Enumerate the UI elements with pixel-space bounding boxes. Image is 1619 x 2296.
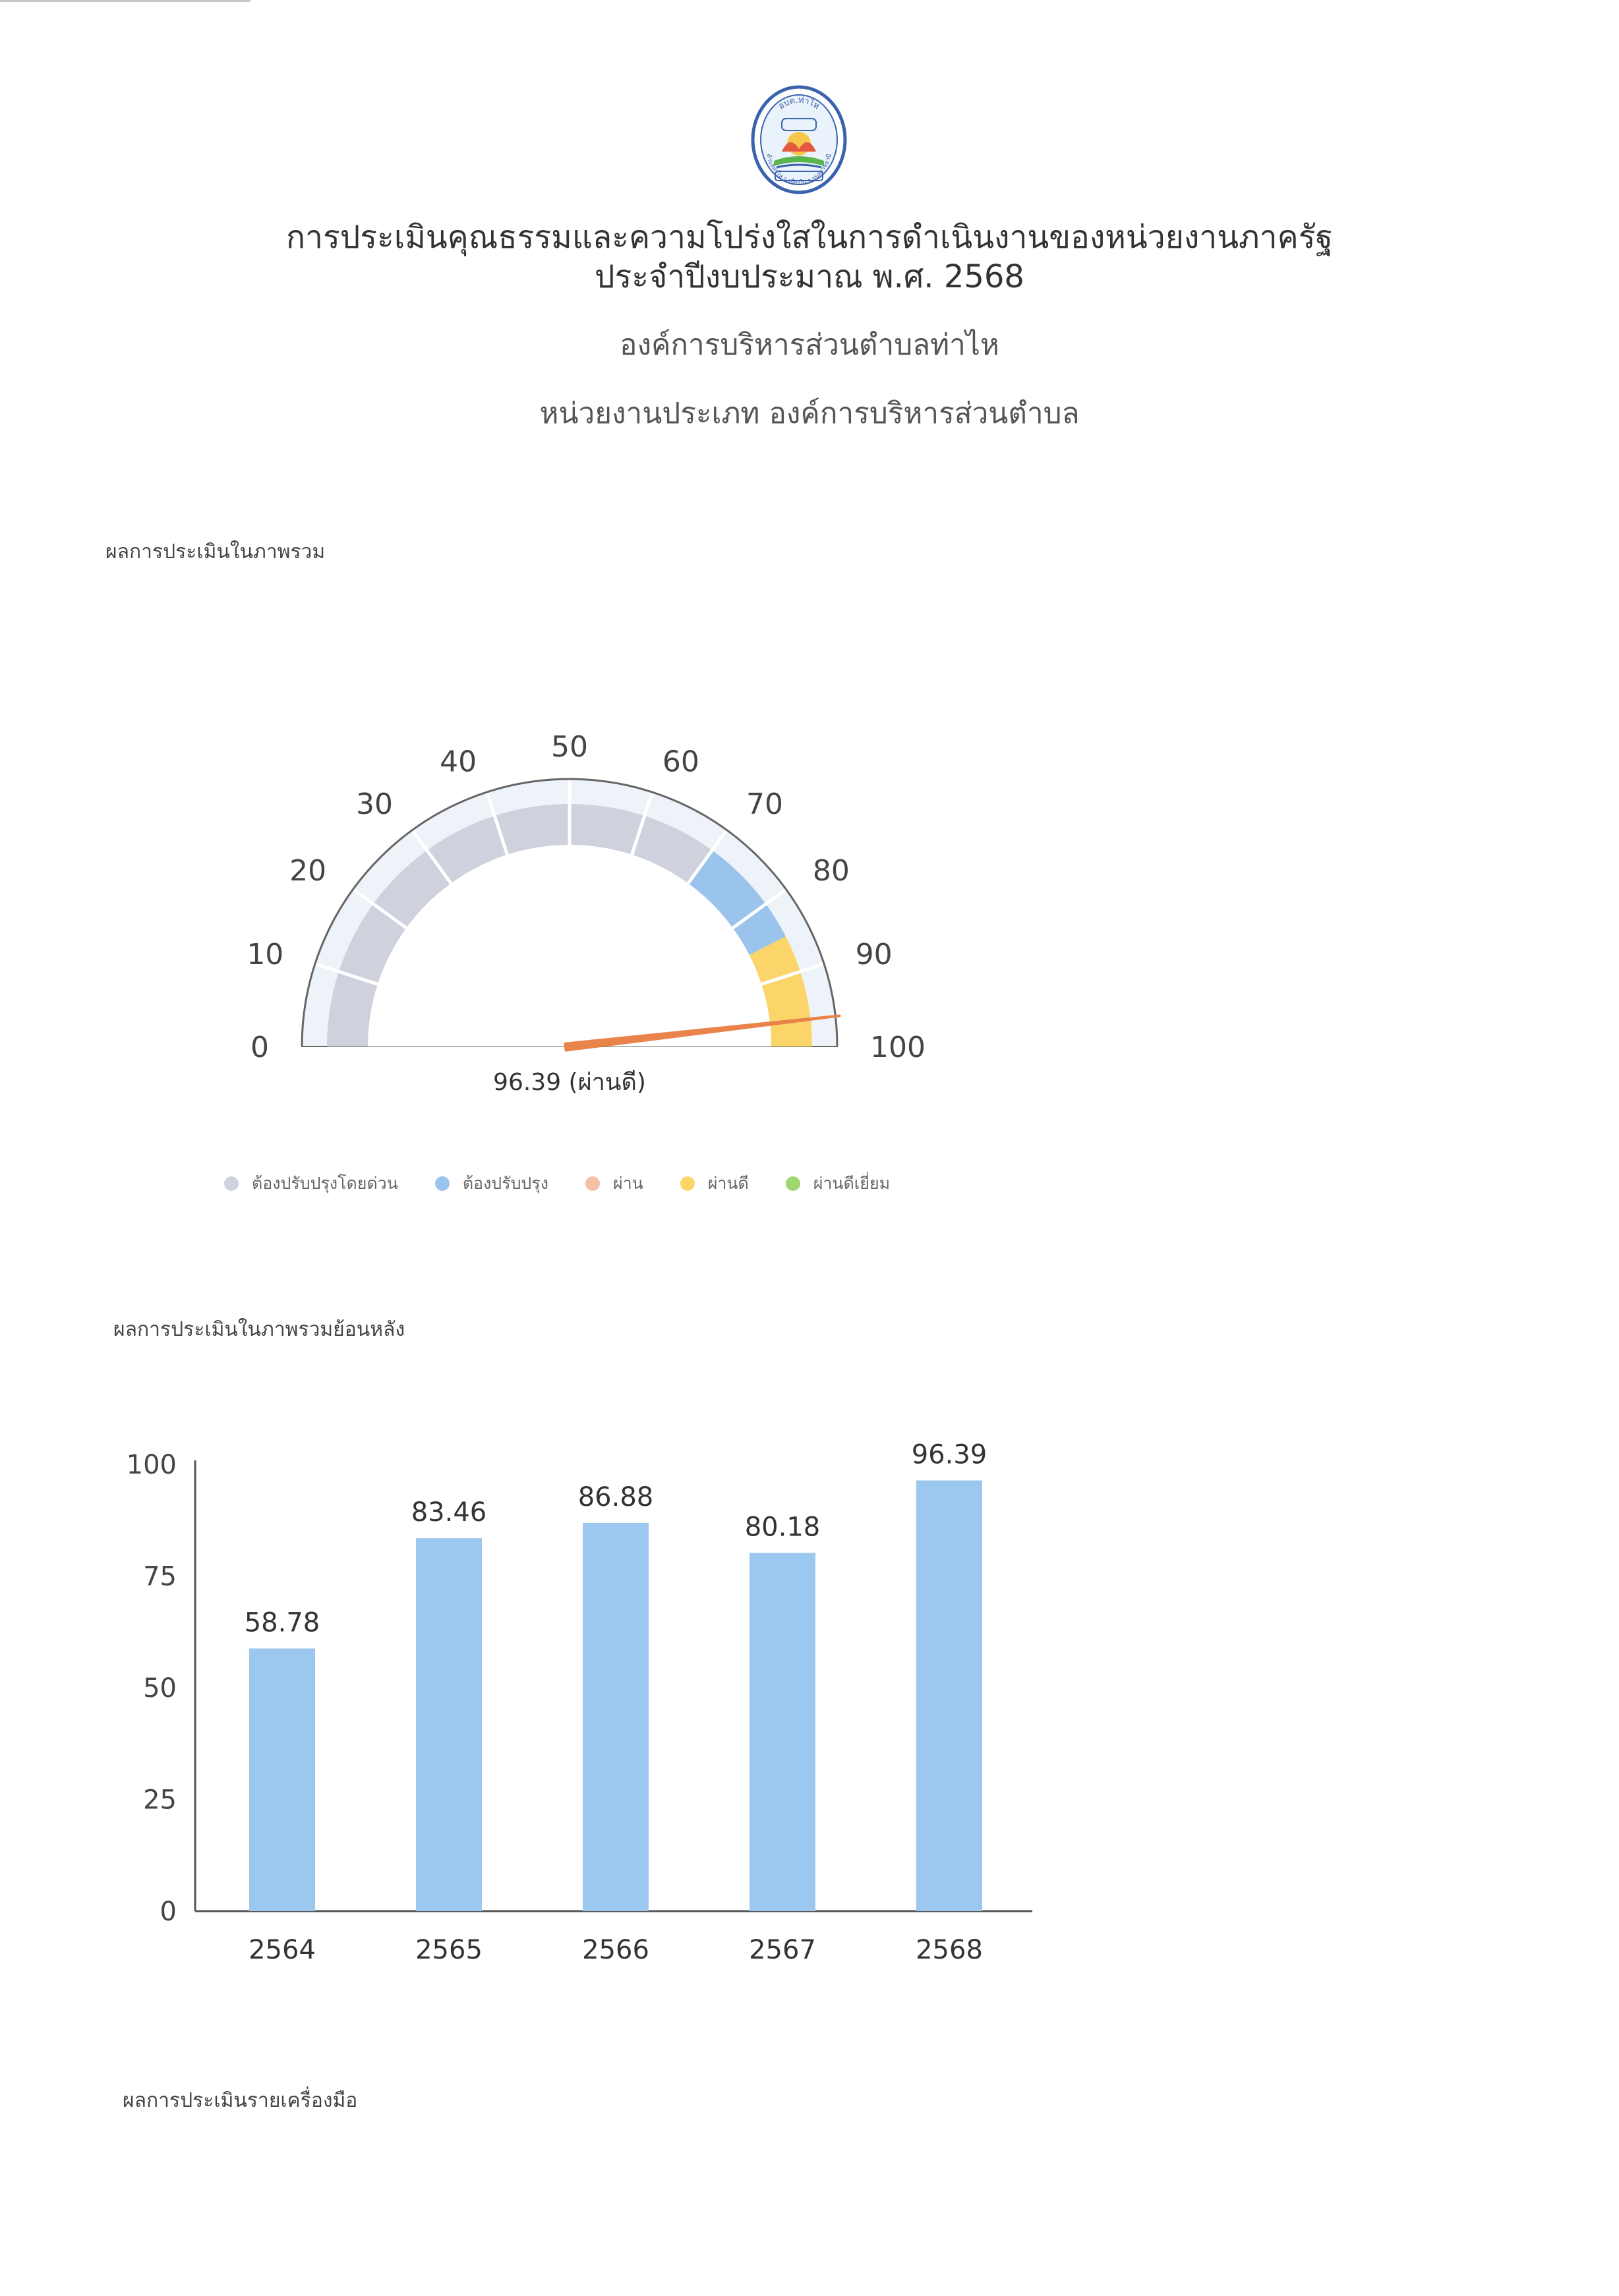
gauge-tick-label: 10 xyxy=(247,938,284,972)
legend-dot xyxy=(680,1176,695,1191)
section-overall-label: ผลการประเมินในภาพรวม xyxy=(105,540,326,563)
bar-data-label: 58.78 xyxy=(244,1607,320,1638)
legend-item-1 xyxy=(435,1170,548,1197)
y-tick-label: 75 xyxy=(143,1561,177,1592)
history-bar-chart xyxy=(0,1417,1619,1984)
legend-dot xyxy=(435,1176,450,1191)
gauge-tick-label: 80 xyxy=(812,853,850,888)
gauge-tick-label: 50 xyxy=(551,730,588,764)
y-tick-label: 0 xyxy=(160,1897,177,1927)
x-category-label: 2567 xyxy=(749,1935,816,1965)
bar-data-label: 96.39 xyxy=(911,1439,987,1470)
gauge-tick-label: 60 xyxy=(662,745,699,779)
legend-item-3 xyxy=(680,1170,749,1197)
y-tick-label: 25 xyxy=(143,1785,177,1816)
bar-2566 xyxy=(583,1523,649,1911)
x-category-label: 2564 xyxy=(249,1935,316,1965)
bar-data-label: 83.46 xyxy=(411,1497,487,1528)
bar-2565 xyxy=(416,1538,482,1911)
report-title-line1: การประเมินคุณธรรมและความโปร่งใสในการดำเนินงานของหน่วยงานภาครัฐ xyxy=(285,219,1333,256)
legend-item-4 xyxy=(786,1170,890,1197)
y-tick-label: 50 xyxy=(143,1673,177,1704)
x-category-label: 2565 xyxy=(415,1935,483,1965)
gauge-tick-label: 30 xyxy=(355,788,393,822)
gauge-tick-label: 20 xyxy=(289,853,327,888)
bar-data-label: 86.88 xyxy=(577,1481,654,1512)
gauge-legend xyxy=(224,1170,927,1197)
gauge-value-label: 96.39 (ผ่านดี) xyxy=(493,1069,646,1096)
legend-item-0 xyxy=(224,1170,398,1197)
gauge-tick-label: 40 xyxy=(440,745,477,779)
section-by-tool-label: ผลการประเมินรายเครื่องมือ xyxy=(123,2089,358,2112)
agency-type: หน่วยงานประเภท องค์การบริหารส่วนตำบล xyxy=(539,397,1080,430)
legend-label: ต้องปรับปรุงโดยด่วน xyxy=(252,1174,398,1193)
bar-2564 xyxy=(249,1648,315,1911)
legend-label: ต้องปรับปรุง xyxy=(462,1174,548,1193)
x-category-label: 2568 xyxy=(916,1935,983,1965)
legend-label: ผ่านดี xyxy=(707,1174,749,1193)
section-history-label: ผลการประเมินในภาพรวมย้อนหลัง xyxy=(113,1318,405,1341)
logo-top-text: อบต.ท่าไห xyxy=(777,95,821,112)
bar-2568 xyxy=(916,1480,982,1911)
bar-data-label: 80.18 xyxy=(744,1512,821,1543)
organization-name: องค์การบริหารส่วนตำบลท่าไห xyxy=(620,328,999,362)
logo-bottom-text: ตำบลท่าไห อ.เขื่องใน จ.อุบลราชธานี xyxy=(765,153,833,187)
gauge-tick-label: 0 xyxy=(250,1031,269,1064)
legend-item-2 xyxy=(585,1170,643,1197)
gauge-tick-label: 90 xyxy=(855,938,893,972)
report-title-line2: ประจำปีงบประมาณ พ.ศ. 2568 xyxy=(595,258,1024,295)
y-tick-label: 100 xyxy=(126,1450,177,1480)
gauge-tick-label: 100 xyxy=(870,1031,926,1064)
legend-label: ผ่านดีเยี่ยม xyxy=(813,1174,891,1193)
legend-label: ผ่าน xyxy=(612,1174,643,1193)
bar-2567 xyxy=(750,1553,815,1911)
x-category-label: 2566 xyxy=(582,1935,649,1965)
legend-dot xyxy=(224,1176,239,1191)
legend-dot xyxy=(786,1176,800,1191)
legend-dot xyxy=(585,1176,600,1191)
gauge-tick-label: 70 xyxy=(746,788,784,822)
